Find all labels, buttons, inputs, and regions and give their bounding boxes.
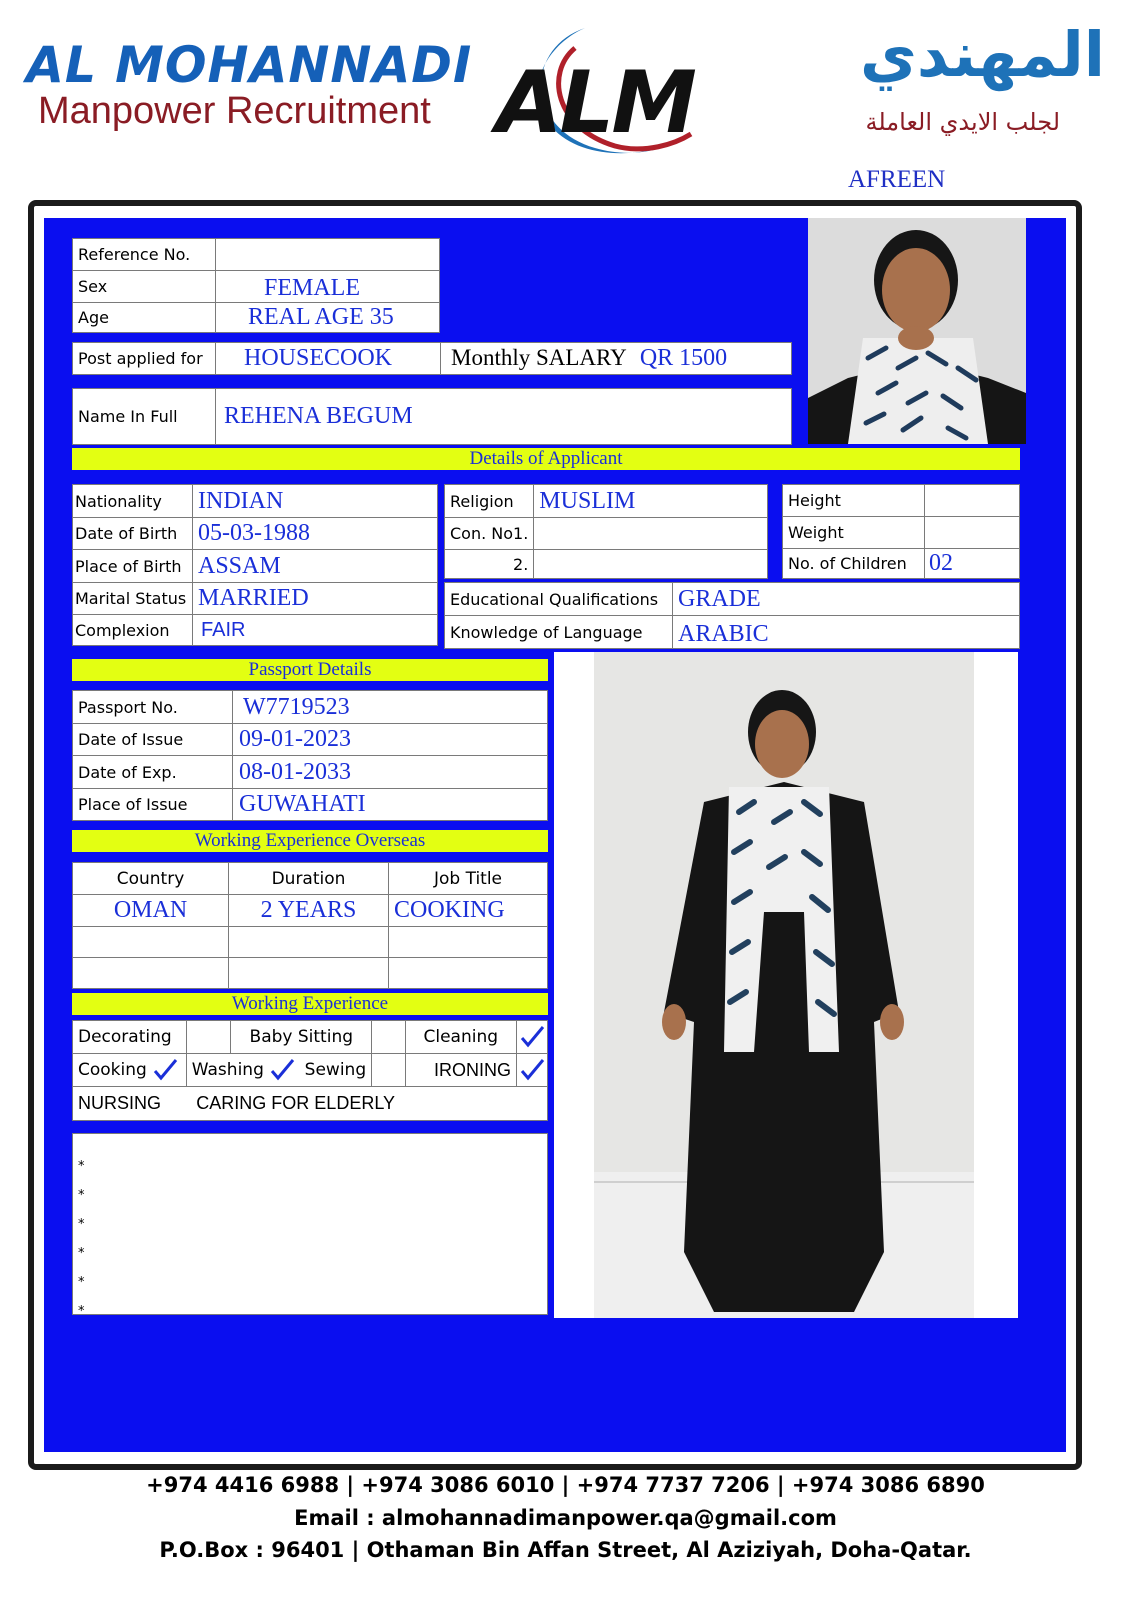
religion-value: MUSLIM <box>534 485 768 518</box>
passport-heading: Passport Details <box>72 659 548 681</box>
age-label: Age <box>73 303 216 333</box>
name-value: REHENA BEGUM <box>216 389 792 445</box>
brand-name-arabic: المهندي <box>860 18 1105 91</box>
nationality-value: INDIAN <box>193 485 438 518</box>
applicant-full-photo <box>554 652 1018 1318</box>
pob-label: Place of Birth <box>73 550 193 583</box>
brand-name-english: AL MOHANNADI <box>26 36 473 94</box>
skill-baby-sitting: Baby Sitting <box>231 1021 372 1054</box>
passport-table <box>72 690 548 821</box>
name-table <box>72 388 792 445</box>
agent-name: AFREEN <box>848 166 946 193</box>
check-icon <box>269 1057 295 1083</box>
dob-label: Date of Birth <box>73 518 193 550</box>
overseas-row <box>73 895 548 927</box>
details-right-table <box>782 484 1020 579</box>
notes-box <box>72 1133 548 1319</box>
skill-sewing: Sewing <box>304 1060 367 1080</box>
notes-bullet: * <box>78 1188 85 1203</box>
nationality-label: Nationality <box>73 485 193 518</box>
con2-value <box>534 550 768 579</box>
complexion-value: FAIR <box>193 615 438 646</box>
marital-value: MARRIED <box>193 583 438 615</box>
passport-issue-value: 09-01-2023 <box>233 724 548 756</box>
overseas-country: OMAN <box>73 895 229 927</box>
education-language-table <box>444 582 1020 649</box>
dob-value: 05-03-1988 <box>193 518 438 550</box>
passport-no-value: W7719523 <box>233 691 548 724</box>
skill-nursing: NURSING <box>73 1087 187 1121</box>
skill-cooking: Cooking <box>73 1054 187 1087</box>
skill-caring: CARING FOR ELDERLY <box>186 1087 547 1121</box>
passport-exp-label: Date of Exp. <box>73 756 233 789</box>
religion-label: Religion <box>445 485 534 518</box>
salary-label: Monthly SALARY <box>451 345 627 370</box>
name-label: Name In Full <box>73 389 216 445</box>
details-middle-table <box>444 484 768 579</box>
footer-phones: +974 4416 6988 | +974 3086 6010 | +974 7737 7206 | +974 3086 6890 <box>146 1473 985 1497</box>
height-label: Height <box>783 485 925 517</box>
overseas-col-duration: Duration <box>229 863 389 895</box>
reference-value <box>216 239 440 271</box>
skill-ironing: IRONING <box>405 1054 516 1087</box>
footer-address: P.O.Box : 96401 | Othaman Bin Affan Street, Al Aziziyah, Doha-Qatar. <box>159 1538 972 1562</box>
skill-decorating: Decorating <box>73 1021 187 1054</box>
pob-value: ASSAM <box>193 550 438 583</box>
language-value: ARABIC <box>673 616 1020 649</box>
con2-label: 2. <box>445 550 534 579</box>
language-label: Knowledge of Language <box>445 616 673 649</box>
basic-info-table <box>72 238 440 333</box>
con1-value <box>534 518 768 550</box>
check-icon <box>152 1057 178 1083</box>
weight-label: Weight <box>783 517 925 549</box>
education-value: GRADE <box>673 583 1020 616</box>
post-table <box>72 342 792 375</box>
children-label: No. of Children <box>783 549 925 579</box>
children-value: 02 <box>925 549 1020 579</box>
brand-subtitle: Manpower Recruitment <box>38 90 431 132</box>
height-value <box>925 485 1020 517</box>
notes-bullet: * <box>78 1159 85 1174</box>
logo-alm: ALM <box>496 53 694 153</box>
sex-label: Sex <box>73 271 216 303</box>
marital-label: Marital Status <box>73 583 193 615</box>
experience-table <box>72 1020 548 1121</box>
complexion-label: Complexion <box>73 615 193 646</box>
applicant-portrait-photo <box>808 218 1026 444</box>
passport-place-label: Place of Issue <box>73 789 233 821</box>
overseas-table <box>72 862 548 989</box>
overseas-heading: Working Experience Overseas <box>72 830 548 852</box>
skill-cleaning: Cleaning <box>405 1021 516 1054</box>
reference-label: Reference No. <box>73 239 216 271</box>
notes-bullet: * <box>78 1304 85 1319</box>
passport-place-value: GUWAHATI <box>233 789 548 821</box>
overseas-job: COOKING <box>389 895 548 927</box>
brand-subtitle-arabic: لجلب الايدي العاملة <box>865 108 1060 136</box>
details-left-table <box>72 484 438 646</box>
post-label: Post applied for <box>73 343 216 375</box>
skill-washing: Washing Sewing <box>186 1054 371 1087</box>
check-icon <box>519 1057 545 1083</box>
con1-label: Con. No1. <box>445 518 534 550</box>
notes-bullet: * <box>78 1217 85 1232</box>
post-value: HOUSECOOK <box>216 343 441 375</box>
passport-no-label: Passport No. <box>73 691 233 724</box>
passport-exp-value: 08-01-2033 <box>233 756 548 789</box>
overseas-col-job: Job Title <box>389 863 548 895</box>
education-label: Educational Qualifications <box>445 583 673 616</box>
experience-heading: Working Experience <box>72 993 548 1015</box>
weight-value <box>925 517 1020 549</box>
overseas-col-country: Country <box>73 863 229 895</box>
age-value: REAL AGE 35 <box>216 303 440 333</box>
overseas-duration: 2 YEARS <box>229 895 389 927</box>
sex-value: FEMALE <box>216 271 440 303</box>
notes-bullet: * <box>78 1275 85 1290</box>
check-icon <box>519 1024 545 1050</box>
notes-bullet: * <box>78 1246 85 1261</box>
details-heading: Details of Applicant <box>72 448 1020 470</box>
footer-email: Email : almohannadimanpower.qa@gmail.com <box>294 1506 837 1530</box>
salary-value: QR 1500 <box>639 345 728 371</box>
salary-cell <box>441 343 792 375</box>
passport-issue-label: Date of Issue <box>73 724 233 756</box>
